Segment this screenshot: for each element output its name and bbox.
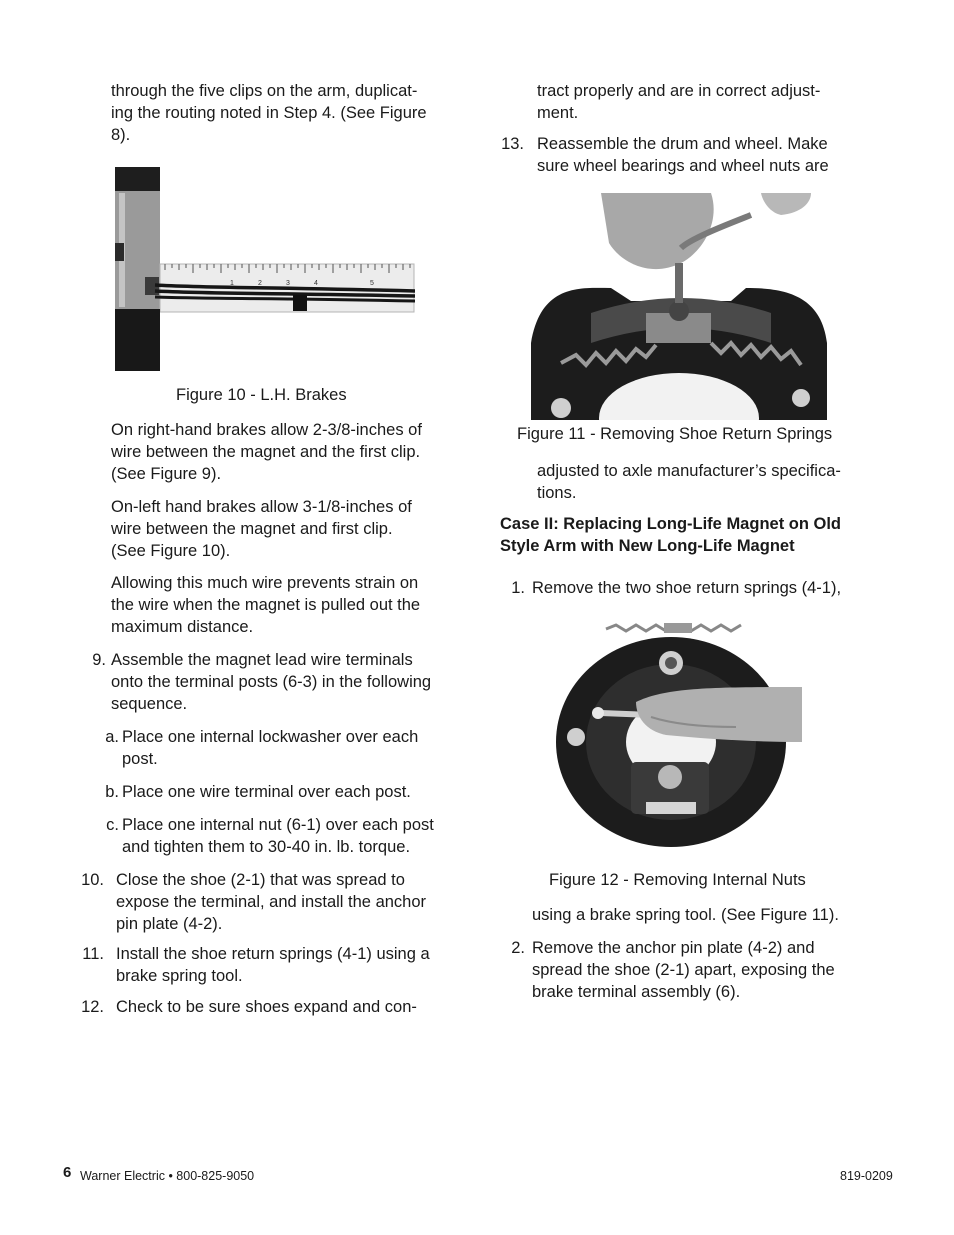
lh-brake-magnet-illustration (115, 167, 415, 371)
step-9-number: 9. (92, 651, 106, 669)
step-12-number: 12. (81, 998, 104, 1016)
step-9b-text: Place one wire terminal over each post. (122, 783, 411, 801)
figure-12-caption: Figure 12 - Removing Internal Nuts (549, 871, 806, 889)
step-10-text: Close the shoe (2-1) that was spread to expose the terminal, and install the anchor pin plate (4-2). (116, 871, 427, 933)
case-ii-step-1-number: 1. (511, 579, 525, 597)
lh-brakes-paragraph: On-left hand brakes allow 3-1/8-inches of wire between the magnet and first clip. (See Figure 10). (111, 498, 412, 560)
step-9c-text: Place one internal nut (6-1) over each post and tighten them to 30-40 in. lb. torque. (122, 816, 434, 856)
ruler-number-5: 5 (370, 280, 374, 287)
step-13-number: 13. (501, 135, 524, 153)
footer-doc-number: 819-0209 (840, 1169, 893, 1183)
case-ii-step-2-number: 2. (511, 939, 525, 957)
ruler-number-1: 1 (230, 280, 234, 287)
case-ii-heading: Case II: Replacing Long-Life Magnet on Old Style Arm with New Long-Life Magnet (500, 515, 842, 555)
figure-11-photo (531, 193, 827, 420)
step-12-continuation: tract properly and are in correct adjust- ment. (537, 82, 821, 122)
step-13-text: Reassemble the drum and wheel. Make sure wheel bearings and wheel nuts are (537, 135, 829, 175)
internal-nuts-illustration (556, 617, 802, 853)
step-9a-letter: a. (105, 728, 119, 746)
ruler-number-4: 4 (314, 280, 318, 287)
step-9b-letter: b. (105, 783, 119, 801)
figure-10-photo (115, 167, 415, 371)
figure-10-caption: Figure 10 - L.H. Brakes (176, 386, 347, 404)
page-number: 6 (63, 1164, 72, 1181)
footer-company: Warner Electric • 800-825-9050 (80, 1169, 255, 1183)
figure-11-caption: Figure 11 - Removing Shoe Return Springs (517, 425, 833, 443)
strain-paragraph: Allowing this much wire prevents strain on the wire when the magnet is pulled out the maximum distance. (111, 574, 421, 636)
case-ii-step-1-text: Remove the two shoe return springs (4-1), (532, 579, 842, 597)
rh-brakes-paragraph: On right-hand brakes allow 2-3/8-inches of wire between the magnet and the first clip. (See Figure 9). (111, 421, 422, 483)
case-ii-step-1-continuation: using a brake spring tool. (See Figure 11). (532, 906, 839, 924)
step-11-number: 11. (82, 945, 104, 963)
step-9a-text: Place one internal lockwasher over each post. (122, 728, 419, 768)
ruler-number-3: 3 (286, 280, 290, 287)
step-11-text: Install the shoe return springs (4-1) using a brake spring tool. (116, 945, 430, 985)
figure-12-photo (556, 617, 802, 853)
intro-paragraph: through the five clips on the arm, duplicat- ing the routing noted in Step 4. (See Figure 8). (111, 82, 427, 144)
step-9-text: Assemble the magnet lead wire terminals onto the terminal posts (6-3) in the following sequence. (111, 651, 432, 713)
ruler-number-2: 2 (258, 280, 262, 287)
shoe-return-springs-illustration (531, 193, 827, 420)
step-13-continuation: adjusted to axle manufacturer’s specifica- tions. (537, 462, 841, 502)
step-9c-letter: c. (106, 816, 119, 834)
step-12-text: Check to be sure shoes expand and con- (116, 998, 417, 1016)
step-10-number: 10. (81, 871, 104, 889)
case-ii-step-2-text: Remove the anchor pin plate (4-2) and spread the shoe (2-1) apart, exposing the brake terminal assembly (6). (532, 939, 835, 1001)
